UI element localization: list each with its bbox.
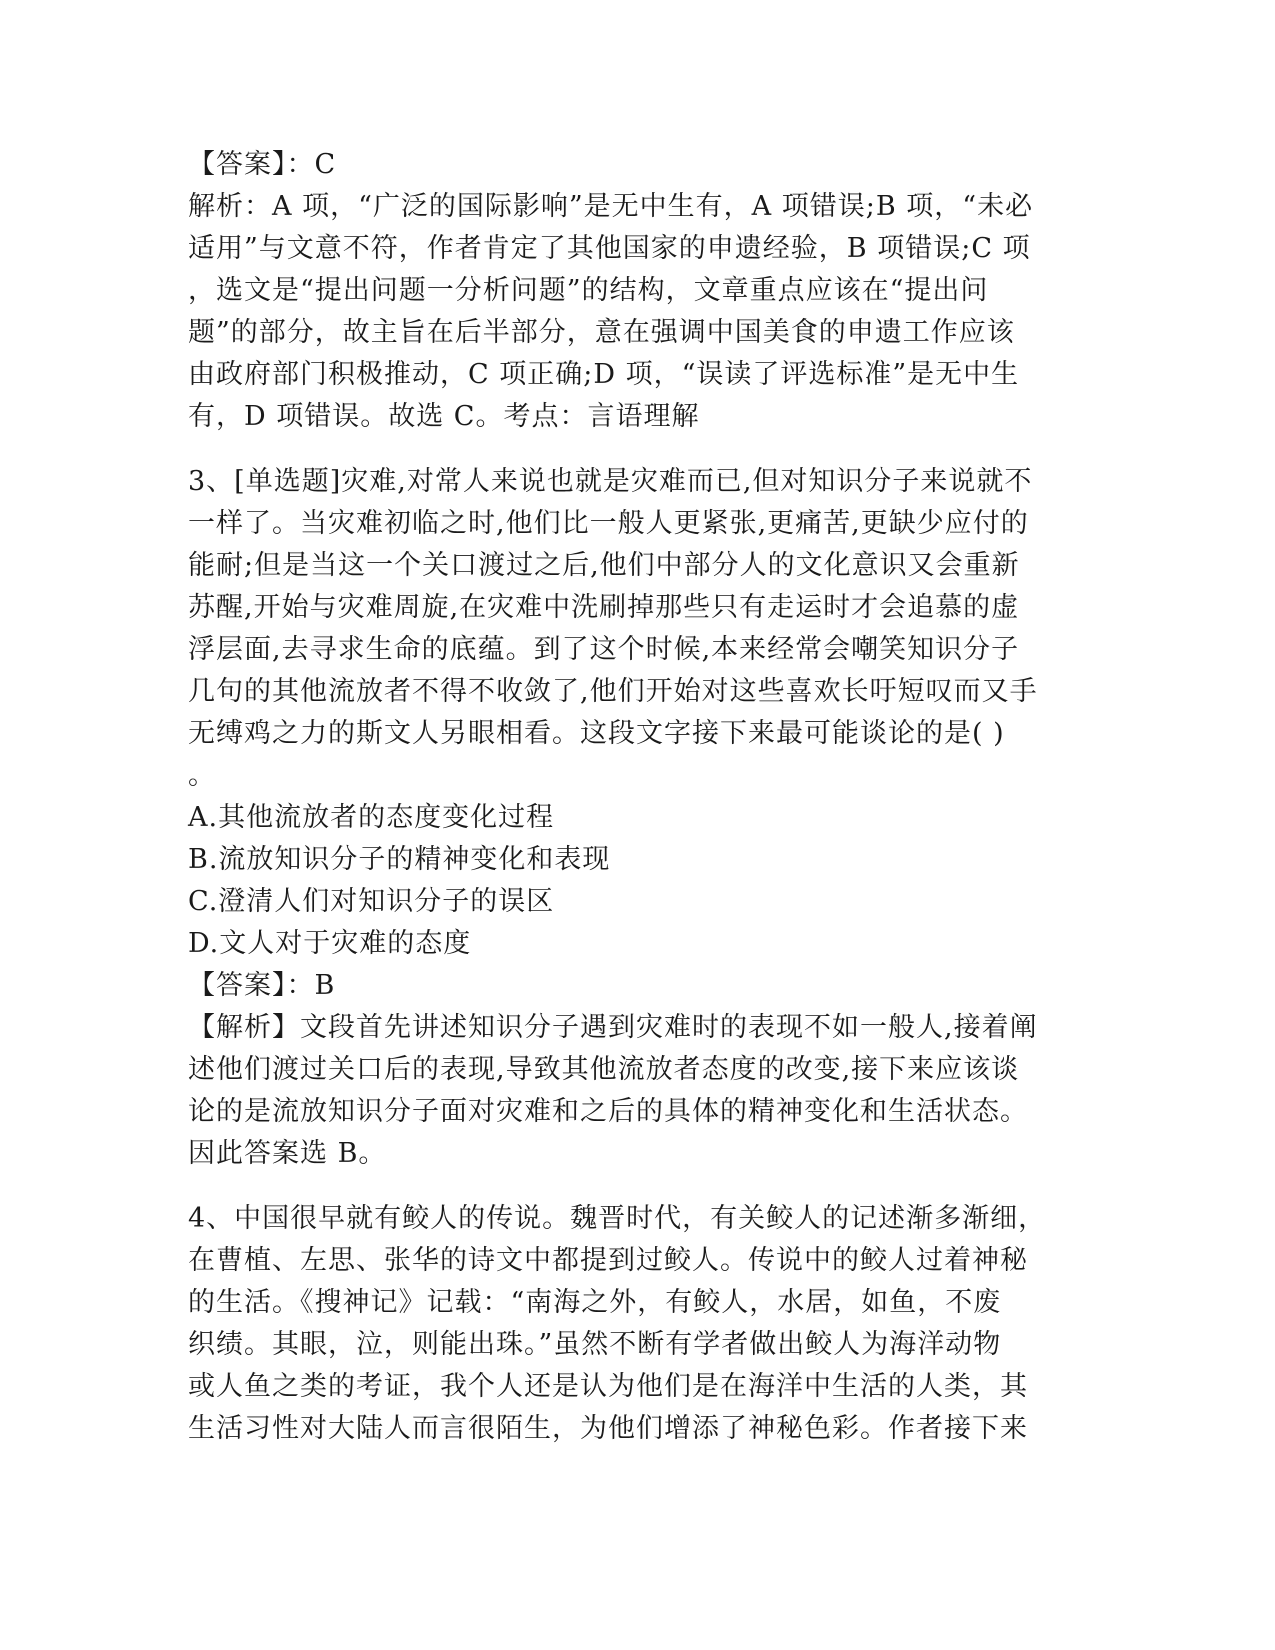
document-page [188, 144, 1088, 1450]
question-stem-line: 3、[单选题]灾难,对常人来说也就是灾难而已,但对知识分子来说就不 [188, 466, 1033, 497]
analysis-line: 论的是流放知识分子面对灾难和之后的具体的精神变化和生活状态。 [188, 1096, 1028, 1127]
question-stem-line: 几句的其他流放者不得不收敛了,他们开始对这些喜欢长吁短叹而又手 [188, 676, 1038, 707]
analysis-line: 题”的部分，故主旨在后半部分，意在强调中国美食的申遗工作应该 [188, 317, 1015, 348]
option-b: B.流放知识分子的精神变化和表现 [188, 844, 611, 875]
analysis-line: 由政府部门积极推动，C 项正确;D 项，“误读了评选标准”是无中生 [188, 359, 1020, 390]
question-stem-line: 的生活。《搜神记》记载：“南海之外，有鲛人，水居，如鱼，不废 [188, 1287, 1002, 1318]
spacer [188, 438, 1088, 461]
analysis-line: 【解析】文段首先讲述知识分子遇到灾难时的表现不如一般人,接着阐 [188, 1012, 1038, 1043]
option-d: D.文人对于灾难的态度 [188, 928, 472, 959]
question-stem-line: 无缚鸡之力的斯文人另眼相看。这段文字接下来最可能谈论的是( ) [188, 718, 1005, 749]
analysis-line: 因此答案选 B。 [188, 1138, 387, 1169]
question-stem-line: 能耐;但是当这一个关口渡过之后,他们中部分人的文化意识又会重新 [188, 550, 1020, 581]
analysis-line: 述他们渡过关口后的表现,导致其他流放者态度的改变,接下来应该谈 [188, 1054, 1020, 1085]
question-4 [188, 1198, 1088, 1450]
question-stem-line: 浮层面,去寻求生命的底蕴。到了这个时候,本来经常会嘲笑知识分子 [188, 634, 1020, 665]
analysis-line: 适用”与文意不符，作者肯定了其他国家的申遗经验，B 项错误;C 项 [188, 233, 1031, 264]
question-stem-line: 或人鱼之类的考证，我个人还是认为他们是在海洋中生活的人类，其 [188, 1371, 1028, 1402]
question-3 [188, 461, 1088, 1175]
analysis-line: ，选文是“提出问题一分析问题”的结构，文章重点应该在“提出问 [188, 275, 989, 306]
answer-block-2 [188, 144, 1088, 438]
question-stem-line: 苏醒,开始与灾难周旋,在灾难中洗刷掉那些只有走运时才会追慕的虚 [188, 592, 1020, 623]
question-stem-line: 织绩。其眼，泣，则能出珠。”虽然不断有学者做出鲛人为海洋动物 [188, 1329, 1002, 1360]
question-stem-line: 4、中国很早就有鲛人的传说。魏晋时代，有关鲛人的记述渐多渐细， [188, 1203, 1047, 1234]
question-stem-line: 一样了。当灾难初临之时,他们比一般人更紧张,更痛苦,更缺少应付的 [188, 508, 1029, 539]
question-stem-line: 在曹植、左思、张华的诗文中都提到过鲛人。传说中的鲛人过着神秘 [188, 1245, 1028, 1276]
option-c: C.澄清人们对知识分子的误区 [188, 886, 555, 917]
answer-label: 【答案】：C [188, 149, 337, 180]
option-a: A.其他流放者的态度变化过程 [188, 802, 555, 833]
analysis-line: 有，D 项错误。故选 C。考点：言语理解 [188, 401, 700, 432]
question-stem-line: 生活习性对大陆人而言很陌生，为他们增添了神秘色彩。作者接下来 [188, 1413, 1028, 1444]
analysis-line: 解析：A 项，“广泛的国际影响”是无中生有，A 项错误;B 项，“未必 [188, 191, 1034, 222]
spacer [188, 1175, 1088, 1198]
answer-label: 【答案】：B [188, 970, 336, 1001]
question-stem-line: 。 [188, 760, 216, 791]
